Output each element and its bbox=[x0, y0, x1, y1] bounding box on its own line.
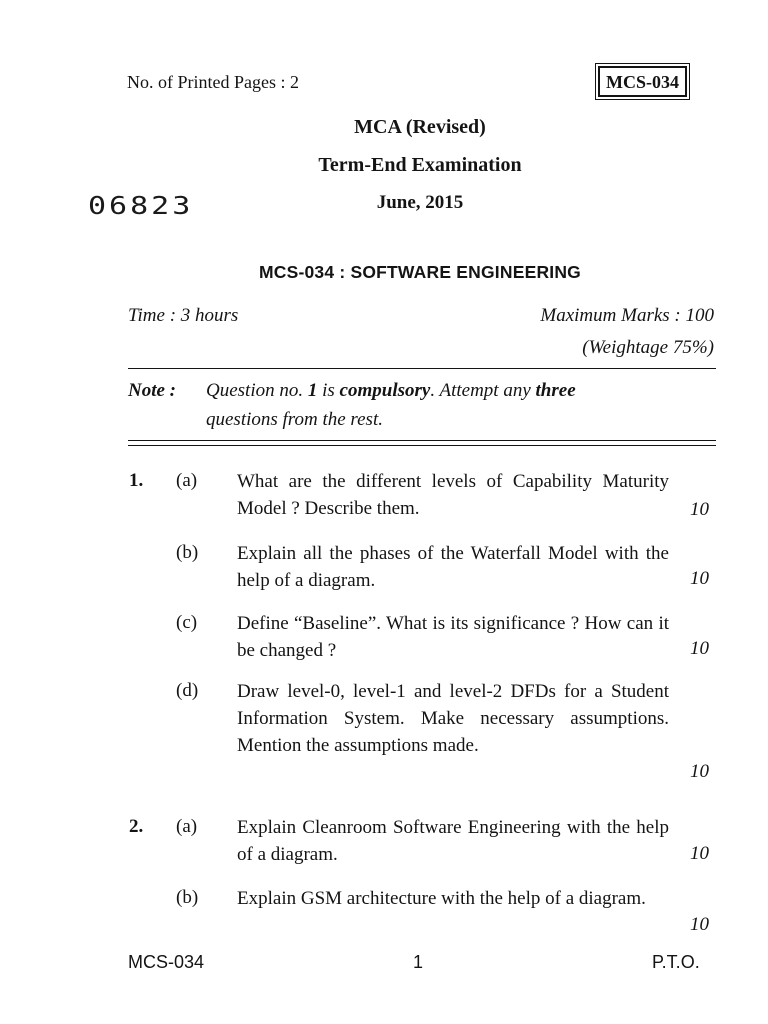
weightage: (Weightage 75%) bbox=[582, 337, 714, 358]
question-text: Explain Cleanroom Software Engineering with the help of a diagram. bbox=[237, 817, 669, 865]
question-marks: 10 bbox=[690, 499, 709, 520]
question-text: Explain GSM architecture with the help of a diagram. bbox=[237, 888, 646, 909]
question-marks: 10 bbox=[690, 843, 709, 864]
question-marks: 10 bbox=[690, 638, 709, 659]
divider-rule bbox=[128, 368, 716, 369]
note-text: Question no. bbox=[206, 380, 308, 401]
question-text: Define “Baseline”. What is its significance ? How can it be changed ? bbox=[237, 613, 669, 661]
question-number: 1. bbox=[129, 470, 144, 491]
note-text: is bbox=[317, 380, 340, 401]
question-part-label: (c) bbox=[176, 612, 198, 633]
note-emphasis: 1 bbox=[307, 380, 318, 401]
double-rule-top bbox=[128, 440, 716, 441]
question-number: 2. bbox=[129, 816, 144, 837]
exam-session: June, 2015 bbox=[376, 192, 464, 213]
maximum-marks: Maximum Marks : 100 bbox=[540, 305, 714, 326]
program-title: MCA (Revised) bbox=[354, 116, 486, 138]
note-emphasis: compulsory bbox=[339, 380, 431, 401]
question-part-label: (a) bbox=[176, 470, 198, 491]
note-line-1 bbox=[206, 380, 576, 402]
footer-pto: P.T.O. bbox=[652, 952, 700, 972]
footer-page-number: 1 bbox=[413, 952, 424, 972]
note-line-2: questions from the rest. bbox=[206, 409, 383, 430]
paper-code-box: MCS-034 bbox=[598, 66, 687, 97]
question-part-label: (b) bbox=[176, 887, 199, 908]
paper-title: MCS-034 : SOFTWARE ENGINEERING bbox=[258, 262, 581, 282]
exam-title: Term-End Examination bbox=[318, 154, 522, 176]
note-emphasis: three bbox=[535, 380, 576, 401]
note-label: Note : bbox=[128, 380, 177, 401]
footer-paper-code: MCS-034 bbox=[128, 952, 205, 972]
double-rule-bottom bbox=[128, 445, 716, 446]
question-text: Draw level-0, level-1 and level-2 DFDs for a Student Information System. Make necessary assumptions. Mention the assumptions made. bbox=[237, 681, 669, 756]
question-marks: 10 bbox=[690, 761, 709, 782]
question-text: What are the different levels of Capability Maturity Model ? Describe them. bbox=[237, 471, 669, 519]
printed-pages-count: No. of Printed Pages : 2 bbox=[127, 72, 299, 92]
question-marks: 10 bbox=[690, 568, 709, 589]
question-text: Explain all the phases of the Waterfall Model with the help of a diagram. bbox=[237, 543, 669, 591]
question-part-label: (b) bbox=[176, 542, 199, 563]
question-part-label: (a) bbox=[176, 816, 198, 837]
serial-number: 06823 bbox=[88, 192, 194, 221]
question-marks: 10 bbox=[690, 914, 709, 935]
question-part-label: (d) bbox=[176, 680, 199, 701]
note-text: . Attempt any bbox=[430, 380, 536, 401]
time-allowed: Time : 3 hours bbox=[128, 305, 239, 326]
